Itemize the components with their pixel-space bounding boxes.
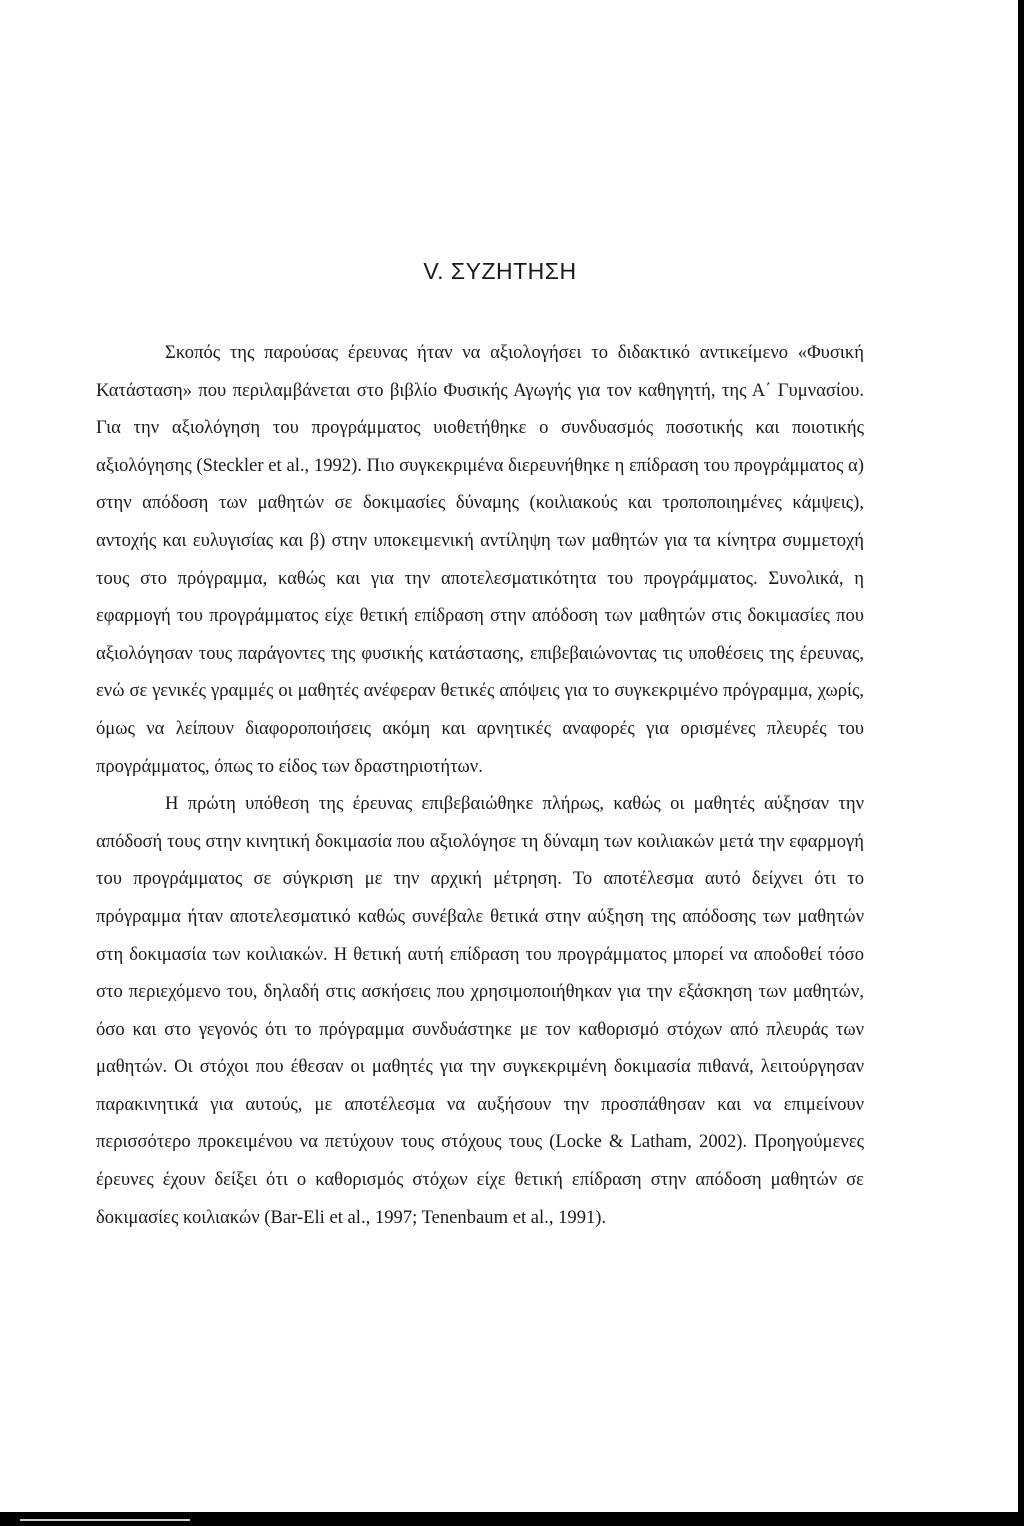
paragraph-2: Η πρώτη υπόθεση της έρευνας επιβεβαιώθηκε πλήρως, καθώς οι μαθητές αύξησαν την απόδοσή τους στην κινητική δοκιμασία που αξιολόγησε τη δύναμη των κοιλιακών μετά την εφαρμογή του προγράμματος σε σύγκριση με την αρχική μέτρηση. Το αποτέλεσμα αυτό δείχνει ότι το πρόγραμμα ήταν αποτελεσματικό καθώς συνέβαλε θετικά στην αύξηση της απόδοσης των μαθητών στη δοκιμασία των κοιλιακών. Η θετική αυτή επίδραση του προγράμματος μπορεί να αποδοθεί τόσο στο περιεχόμενο του, δηλαδή στις ασκήσεις που χρησιμοποιήθηκαν για την εξάσκηση των μαθητών, όσο και στο γεγονός ότι το πρόγραμμα συνδυάστηκε με τον καθορισμό στόχων από πλευράς των μαθητών. Οι στόχοι που έθεσαν οι μαθητές για την συγκεκριμένη δοκιμασία πιθανά, λειτούργησαν παρακινητικά για αυτούς, με αποτέλεσμα να αυξήσουν την προσπάθησαν και να επιμείνουν περισσότερο προκειμένου να πετύχουν τους στόχους τους (Locke & Latham, 2002). Προηγούμενες έρευνες έχουν δείξει ότι ο καθορισμός στόχων είχε θετική επίδραση στην απόδοση μαθητών σε δοκιμασίες κοιλιακών (Bar-Eli et al., 1997; Tenenbaum et al., 1991). xyxy=(96,793,864,1228)
body-text xyxy=(96,334,864,1236)
scan-edge-mark xyxy=(20,1519,190,1521)
scan-edge-bottom xyxy=(0,1512,1024,1526)
scan-edge-right xyxy=(1018,0,1024,1526)
section-heading: V. ΣΥΖΗΤΗΣΗ xyxy=(423,258,577,284)
paragraph-1: Σκοπός της παρούσας έρευνας ήταν να αξιολογήσει το διδακτικό αντικείμενο «Φυσική Κατάσταση» που περιλαμβάνεται στο βιβλίο Φυσικής Αγωγής για τον καθηγητή, της Α΄ Γυμνασίου. Για την αξιολόγηση του προγράμματος υιοθετήθηκε ο συνδυασμός ποσοτικής και ποιοτικής αξιολόγησης (Steckler et al., 1992). Πιο συγκεκριμένα διερευνήθηκε η επίδραση του προγράμματος α) στην απόδοση των μαθητών σε δοκιμασίες δύναμης (κοιλιακούς και τροποποιημένες κάμψεις), αντοχής και ευλυγισίας και β) στην υποκειμενική αντίληψη των μαθητών για τα κίνητρα συμμετοχή τους στο πρόγραμμα, καθώς και για την αποτελεσματικότητα του προγράμματος. Συνολικά, η εφαρμογή του προγράμματος είχε θετική επίδραση στην απόδοση των μαθητών στις δοκιμασίες που αξιολόγησαν τους παράγοντες της φυσικής κατάστασης, επιβεβαιώνοντας τις υποθέσεις της έρευνας, ενώ σε γενικές γραμμές οι μαθητές ανέφεραν θετικές απόψεις για το συγκεκριμένο πρόγραμμα, χωρίς, όμως να λείπουν διαφοροποιήσεις ακόμη και αρνητικές αναφορές για ορισμένες πλευρές του προγράμματος, όπως το είδος των δραστηριοτήτων. xyxy=(96,342,864,777)
